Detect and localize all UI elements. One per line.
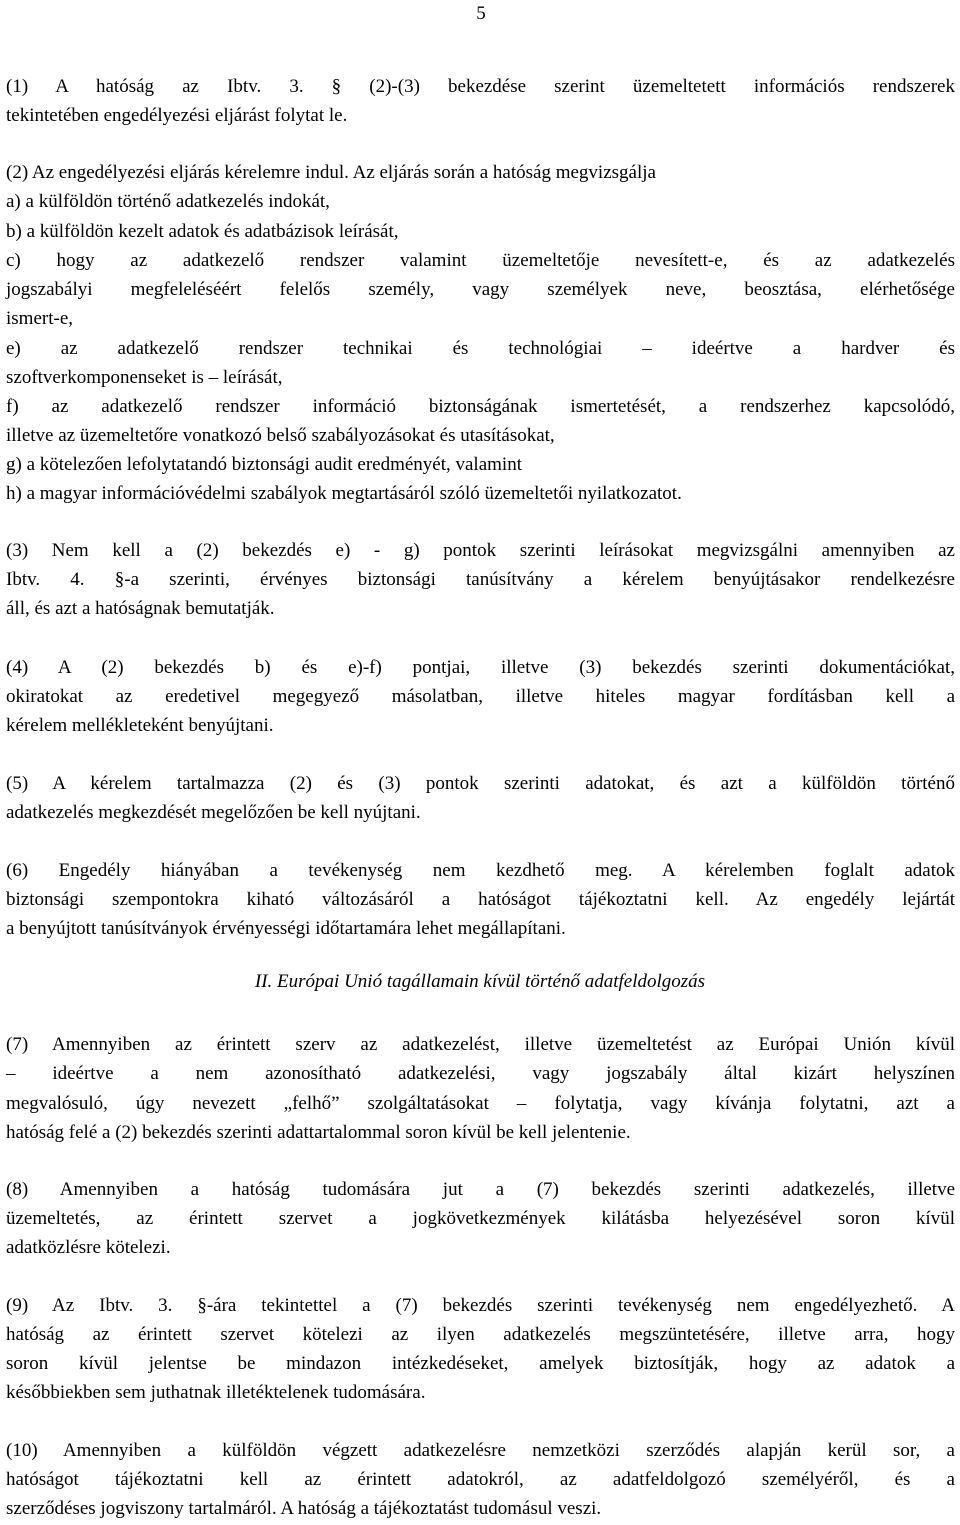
paragraph-line: kérelem mellékleteként benyújtani. — [6, 715, 274, 736]
list-item: a) a külföldön történő adatkezelés indokát, — [6, 191, 330, 212]
paragraph-line: biztonsági szempontokra kiható változásáról a hatóságot tájékoztatni kell. Az engedély lejártát — [6, 889, 955, 910]
page-number: 5 — [476, 3, 486, 24]
list-item: jogszabályi megfeleléséért felelős személy, vagy személyek neve, beosztása, elérhetősége — [6, 279, 955, 300]
list-item: e) az adatkezelő rendszer technikai és technológiai – ideértve a hardver és — [6, 338, 955, 359]
list-item: g) a kötelezően lefolytatandó biztonsági audit eredményét, valamint — [6, 454, 522, 475]
paragraph-line: hatóságot tájékoztatni kell az érintett adatokról, az adatfeldolgozó személyéről, és a — [6, 1469, 955, 1490]
paragraph-line: tekintetében engedélyezési eljárást folytat le. — [6, 105, 348, 126]
paragraph-line: – ideértve a nem azonosítható adatkezelési, vagy jogszabály által kizárt helyszínen — [6, 1063, 955, 1084]
paragraph-line: (2) Az engedélyezési eljárás kérelemre indul. Az eljárás során a hatóság megvizsgálja — [6, 162, 656, 183]
paragraph-line: soron kívül jelentse be mindazon intézkedéseket, amelyek biztosítják, hogy az adatok a — [6, 1353, 955, 1374]
paragraph-line: okiratokat az eredetivel megegyező másolatban, illetve hiteles magyar fordításban kell a — [6, 686, 955, 707]
paragraph-line: (6) Engedély hiányában a tevékenység nem kezdhető meg. A kérelemben foglalt adatok — [6, 860, 955, 881]
paragraph-line: áll, és azt a hatóságnak bemutatják. — [6, 598, 275, 619]
paragraph-line: (5) A kérelem tartalmazza (2) és (3) pontok szerinti adatokat, és azt a külföldön történő — [6, 773, 955, 794]
paragraph-line: (8) Amennyiben a hatóság tudomására jut a (7) bekezdés szerinti adatkezelés, illetve — [6, 1179, 955, 1200]
list-item: b) a külföldön kezelt adatok és adatbázisok leírását, — [6, 221, 399, 242]
paragraph-line: (7) Amennyiben az érintett szerv az adatkezelést, illetve üzemeltetést az Európai Unión kívül — [6, 1034, 955, 1055]
paragraph-line: megvalósuló, úgy nevezett „felhő” szolgáltatásokat – folytatja, vagy kívánja folytatni, azt a — [6, 1093, 955, 1114]
list-item: c) hogy az adatkezelő rendszer valamint üzemeltetője nevesített-e, és az adatkezelés — [6, 250, 955, 271]
list-item: h) a magyar információvédelmi szabályok megtartásáról szóló üzemeltetői nyilatkozatot. — [6, 483, 682, 504]
paragraph-line: hatóság az érintett szervet kötelezi az ilyen adatkezelés megszüntetésére, illetve arra, hogy — [6, 1324, 955, 1345]
paragraph-line: adatközlésre kötelezi. — [6, 1237, 171, 1258]
paragraph-line: hatóság felé a (2) bekezdés szerinti adattartalommal soron kívül be kell jelentenie. — [6, 1122, 631, 1143]
paragraph-line: (10) Amennyiben a külföldön végzett adatkezelésre nemzetközi szerződés alapján kerül sor, a — [6, 1440, 955, 1461]
list-item: ismert-e, — [6, 308, 74, 329]
list-item: illetve az üzemeltetőre vonatkozó belső szabályozásokat és utasításokat, — [6, 425, 555, 446]
paragraph-line: Ibtv. 4. §-a szerinti, érvényes biztonsági tanúsítvány a kérelem benyújtásakor rendelkezésre — [6, 569, 955, 590]
paragraph-line: adatkezelés megkezdését megelőzően be kell nyújtani. — [6, 802, 421, 823]
section-heading: II. Európai Unió tagállamain kívül történő adatfeldolgozás — [254, 971, 706, 992]
paragraph-line: üzemeltetés, az érintett szervet a jogkövetkezmények kilátásba helyezésével soron kívül — [6, 1208, 955, 1229]
list-item: szoftverkomponenseket is – leírását, — [6, 367, 283, 388]
paragraph-line: (9) Az Ibtv. 3. §-ára tekintettel a (7) bekezdés szerinti tevékenység nem engedélyezhető. A — [6, 1295, 955, 1316]
paragraph-line: későbbiekben sem juthatnak illetéktelenek tudomására. — [6, 1382, 426, 1403]
paragraph-line: (3) Nem kell a (2) bekezdés e) - g) pontok szerinti leírásokat megvizsgálni amennyiben az — [6, 540, 955, 561]
paragraph-line: (1) A hatóság az Ibtv. 3. § (2)-(3) bekezdése szerint üzemeltetett információs rendszerek — [6, 76, 955, 97]
paragraph-line: (4) A (2) bekezdés b) és e)-f) pontjai, illetve (3) bekezdés szerinti dokumentációkat, — [6, 657, 955, 678]
paragraph-line: szerződéses jogviszony tartalmáról. A hatóság a tájékoztatást tudomásul veszi. — [6, 1498, 602, 1519]
list-item: f) az adatkezelő rendszer információ biztonságának ismertetését, a rendszerhez kapcsolódó, — [6, 396, 955, 417]
paragraph-line: a benyújtott tanúsítványok érvényességi időtartamára lehet megállapítani. — [6, 918, 566, 939]
